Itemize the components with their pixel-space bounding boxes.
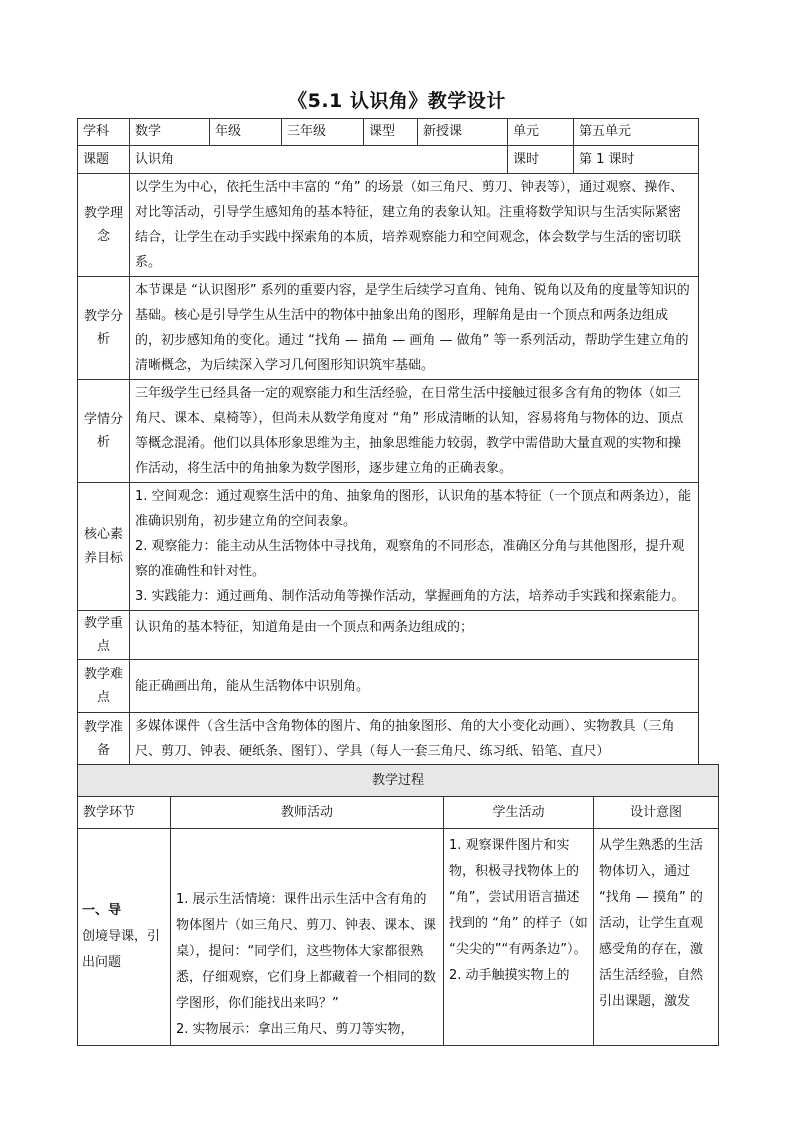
stage-cell (78, 829, 171, 1046)
subject-value: 数学 (130, 119, 210, 146)
info-row-1 (78, 119, 699, 146)
lesson-plan-table (77, 118, 699, 766)
grade-value: 三年级 (282, 119, 364, 146)
section-label: 教学难点 (78, 660, 130, 713)
subject-label: 学科 (78, 119, 130, 146)
column-header: 教师活动 (171, 797, 444, 829)
hours-label: 课时 (508, 146, 574, 174)
section-row (78, 174, 699, 277)
type-label: 课型 (364, 119, 418, 146)
teacher-step: 2. 实物展示：拿出三角尺、剪刀等实物， (176, 1022, 414, 1037)
student-step: 1. 观察课件图片和实物，积极寻找物体上的 “角”，尝试用语言描述找到的 “角” 的样子（如 “尖尖的”“有两条边”）。 (449, 838, 588, 957)
section-text: 认识角的基本特征，知道角是由一个顶点和两条边组成的； (130, 611, 699, 660)
student-step: 2. 动手触摸实物上的 (449, 968, 570, 983)
section-label: 教学准备 (78, 713, 130, 766)
info-row-2 (78, 146, 699, 174)
teacher-step: 1. 展示生活情境：课件出示生活中含有角的物体图片（如三角尺、剪刀、钟表、课本、课桌），提问：“同学们，这些物体大家都很熟悉，仔细观察，它们身上都藏着一个相同的数学图形，你们能找出来吗？” (176, 892, 437, 1011)
section-text: 本节课是 “认识图形” 系列的重要内容，是学生后续学习直角、钝角、锐角以及角的度量等知识的基础。核心是引导学生从生活中的物体中抽象出角的图形，理解角是由一个顶点和两条边组成的，初步感知角的变化。通过 “找角 — 描角 — 画角 — 做角” 等一系列活动，帮助学生建立角的清晰概念，为后续深入学习几何图形知识筑牢基础。 (130, 277, 699, 380)
section-row (78, 611, 699, 660)
design-intent: 从学生熟悉的生活物体切入，通过 “找角 — 摸角” 的活动，让学生直观感受角的存在，激活生活经验，自然引出课题，激发 (594, 829, 719, 1046)
section-row (78, 713, 699, 766)
unit-label: 单元 (508, 119, 574, 146)
objective-item: 1. 空间观念：通过观察生活中的角、抽象角的图形，认识角的基本特征（一个顶点和两条边），能准确识别角，初步建立角的空间表象。 (135, 489, 692, 529)
topic-value: 认识角 (130, 146, 508, 174)
section-row (78, 380, 699, 483)
section-row (78, 660, 699, 713)
page-title: 《5.1 认识角》教学设计 (288, 90, 506, 112)
section-row (78, 277, 699, 380)
section-label: 教学分析 (78, 277, 130, 380)
student-activity (444, 829, 594, 1046)
column-header: 学生活动 (444, 797, 594, 829)
column-header: 设计意图 (594, 797, 719, 829)
unit-value: 第五单元 (574, 119, 699, 146)
section-text: 三年级学生已经具备一定的观察能力和生活经验，在日常生活中接触过很多含有角的物体（如三角尺、课本、桌椅等），但尚未从数学角度对 “角” 形成清晰的认知，容易将角与物体的边、顶点等概念混淆。他们以具体形象思维为主，抽象思维能力较弱，教学中需借助大量直观的实物和操作活动，将生活中的角抽象为数学图形，逐步建立角的正确表象。 (130, 380, 699, 483)
teacher-activity (171, 829, 444, 1046)
process-title-row (78, 765, 719, 797)
section-label: 教学重点 (78, 611, 130, 660)
type-value: 新授课 (418, 119, 508, 146)
section-text: 能正确画出角，能从生活物体中识别角。 (130, 660, 699, 713)
section-label: 核心素养目标 (78, 483, 130, 611)
stage-subtitle: 创境导课，引出问题 (82, 929, 161, 970)
process-table (77, 764, 719, 1046)
topic-label: 课题 (78, 146, 130, 174)
stage-title: 一、导 (82, 903, 122, 918)
section-text (130, 483, 699, 611)
objective-item: 2. 观察能力：能主动从生活物体中寻找角，观察角的不同形态，准确区分角与其他图形，提升观察的准确性和针对性。 (135, 539, 685, 579)
grade-label: 年级 (210, 119, 282, 146)
hours-value: 第 1 课时 (574, 146, 699, 174)
section-text: 多媒体课件（含生活中含角物体的图片、角的抽象图形、角的大小变化动画）、实物教具（三角尺、剪刀、钟表、硬纸条、图钉）、学具（每人一套三角尺、练习纸、铅笔、直尺） (130, 713, 699, 766)
process-title: 教学过程 (78, 765, 719, 797)
section-row (78, 483, 699, 611)
section-label: 教学理念 (78, 174, 130, 277)
section-label: 学情分析 (78, 380, 130, 483)
process-row (78, 829, 719, 1046)
process-header-row (78, 797, 719, 829)
column-header: 教学环节 (78, 797, 171, 829)
objective-item: 3. 实践能力：通过画角、制作活动角等操作活动，掌握画角的方法，培养动手实践和探索能力。 (135, 589, 685, 604)
section-text: 以学生为中心，依托生活中丰富的 “角” 的场景（如三角尺、剪刀、钟表等），通过观察、操作、对比等活动，引导学生感知角的基本特征，建立角的表象认知。注重将数学知识与生活实际紧密结合，让学生在动手实践中探索角的本质，培养观察能力和空间观念，体会数学与生活的密切联系。 (130, 174, 699, 277)
